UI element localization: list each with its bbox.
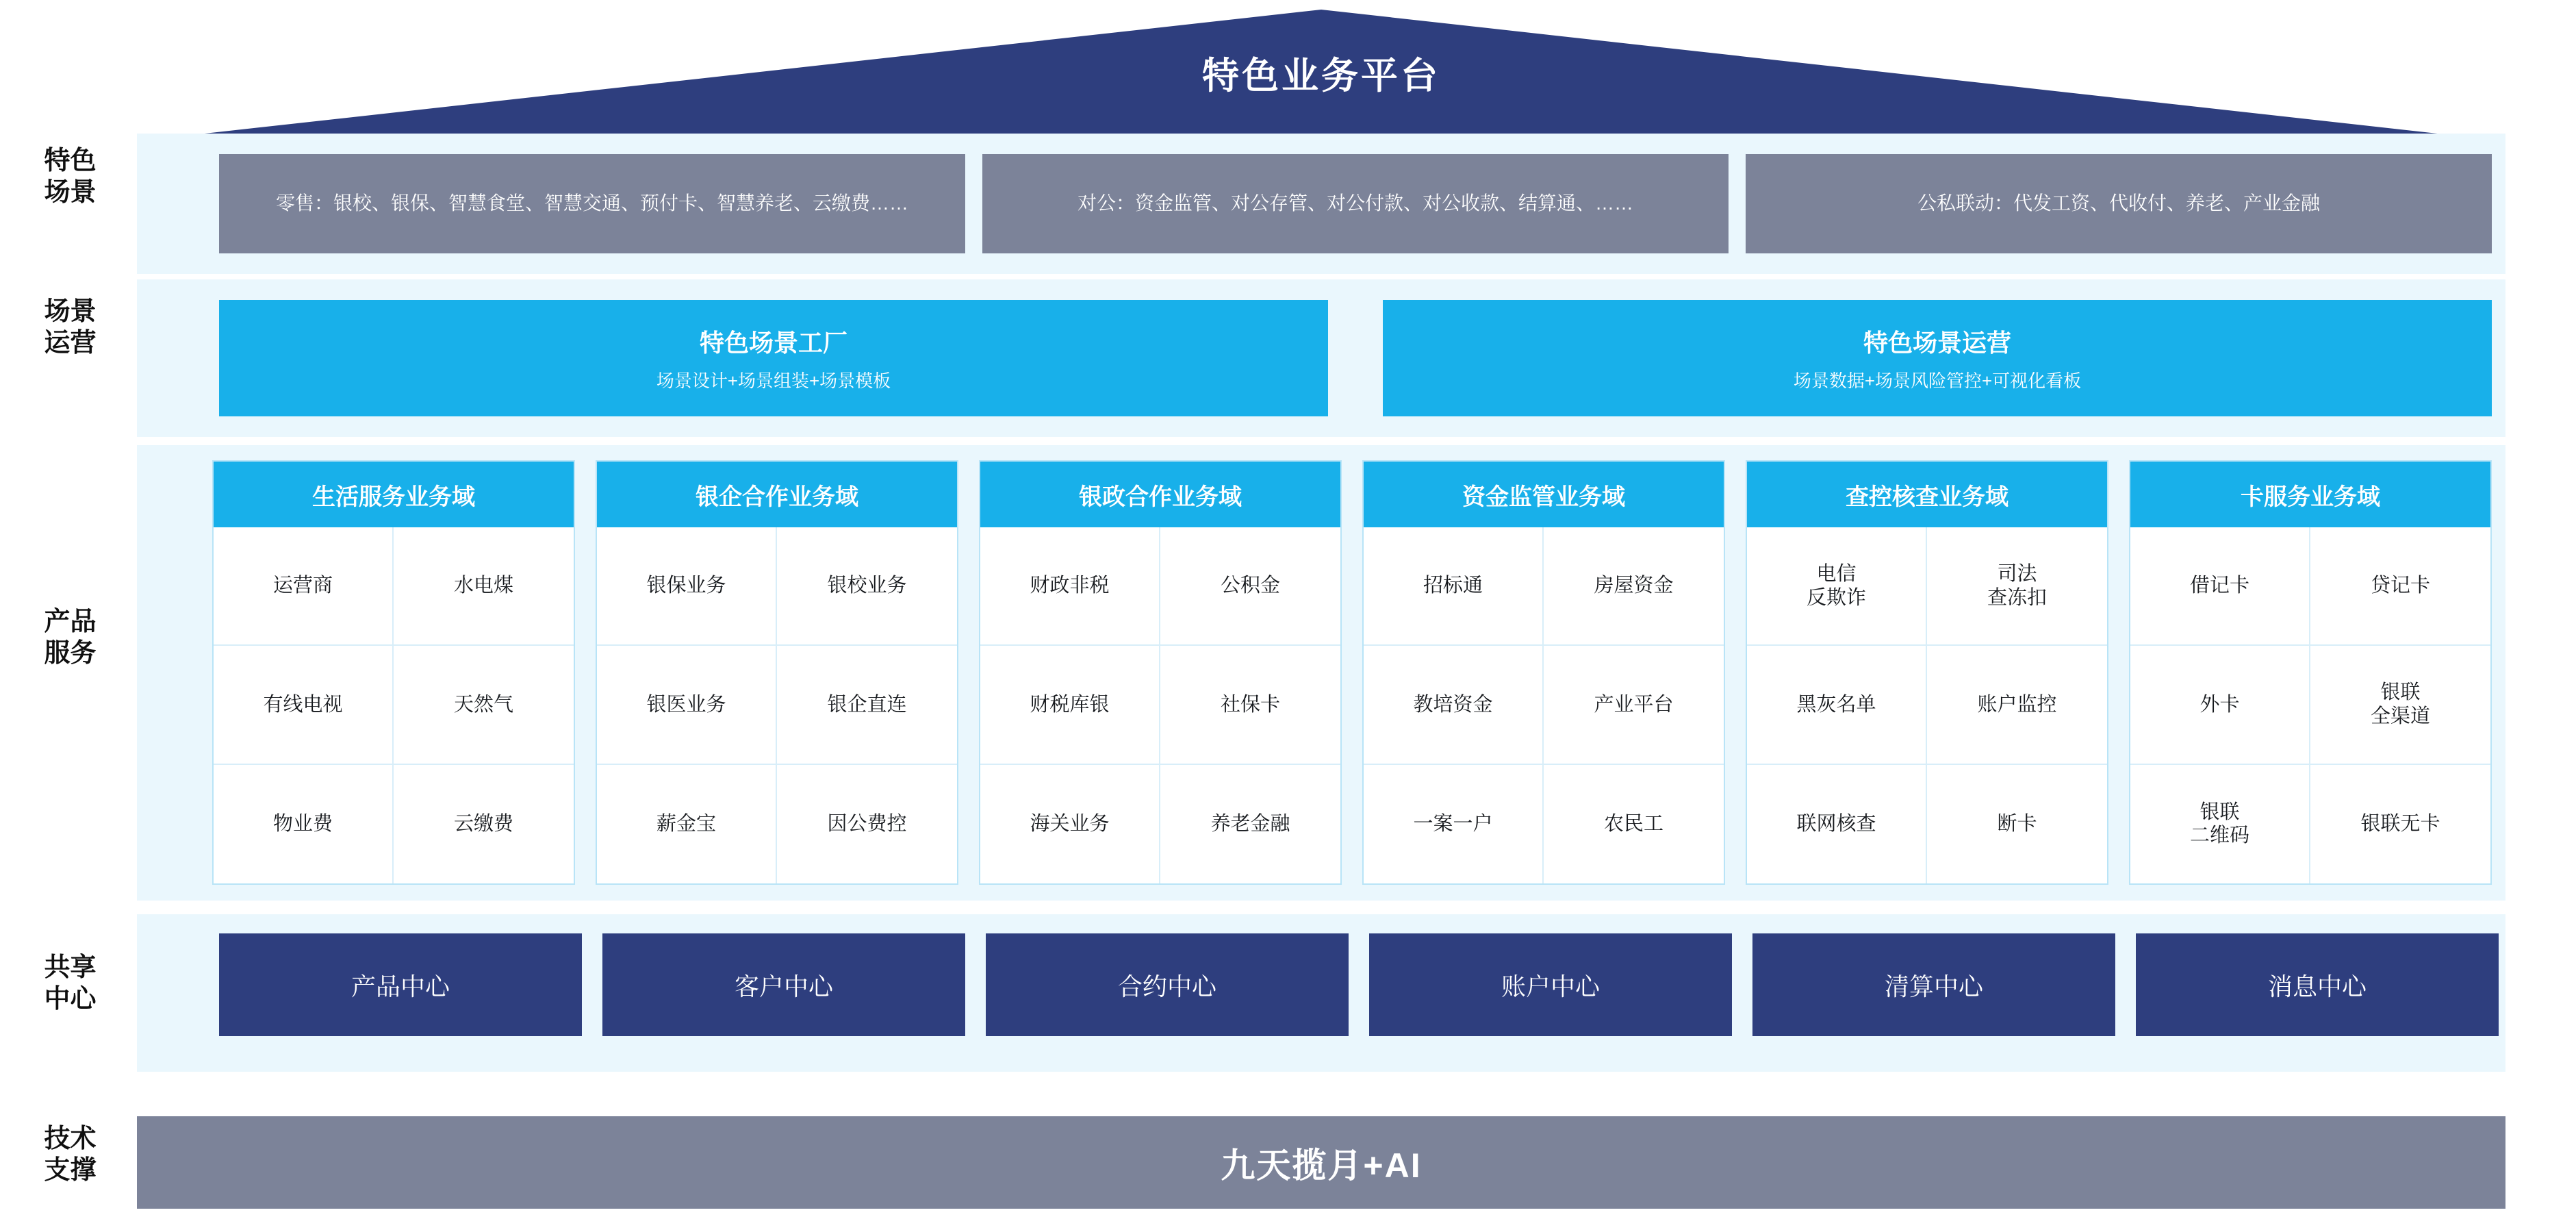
domain-item[interactable]: 海关业务: [980, 765, 1160, 883]
domain-item[interactable]: 联网核查: [1747, 765, 1927, 883]
center-box-contract[interactable]: [986, 933, 1349, 1036]
domain-card-fund-supervision[interactable]: [1362, 460, 1725, 885]
domain-card-bank-enterprise[interactable]: [596, 460, 958, 885]
domain-item[interactable]: 外卡: [2130, 646, 2310, 764]
domain-item[interactable]: 银保业务: [597, 527, 777, 646]
domain-item-grid: [2130, 527, 2490, 883]
domain-item[interactable]: 因公费控: [827, 812, 907, 835]
center-label-customer: 客户中心: [734, 972, 833, 1001]
center-box-product[interactable]: [219, 933, 582, 1036]
domain-item-grid: [597, 527, 957, 883]
domain-item[interactable]: 银医业务: [597, 646, 777, 764]
domain-item[interactable]: 电信 反欺诈: [1747, 527, 1927, 646]
center-box-settlement[interactable]: [1752, 933, 2115, 1036]
domain-item[interactable]: 房屋资金: [1544, 527, 1724, 646]
scene-band: [137, 134, 2505, 274]
domain-item-grid: [1747, 527, 2107, 883]
ops-subtitle-scene-factory: 场景设计+场景组装+场景模板: [656, 370, 891, 391]
ops-subtitle-scene-operation: 场景数据+场景风险管控+可视化看板: [1793, 370, 2082, 391]
domain-title-card-service: 卡服务业务域: [2130, 462, 2490, 527]
domain-item[interactable]: 黑灰名单: [1747, 646, 1927, 764]
domain-item-grid: [1364, 527, 1724, 883]
domain-item[interactable]: 贷记卡: [2310, 527, 2490, 646]
operation-band: [137, 279, 2505, 437]
ops-box-scene-operation[interactable]: [1383, 300, 2492, 416]
domain-item[interactable]: 司法 查冻扣: [1927, 527, 2107, 646]
domain-item[interactable]: 有线电视: [214, 646, 394, 764]
center-label-settlement: 清算中心: [1884, 972, 1983, 1001]
domain-item[interactable]: 银企直连: [777, 646, 957, 764]
domain-item[interactable]: 产业平台: [1544, 646, 1724, 764]
domain-title-fund-supervision: 资金监管业务域: [1364, 462, 1724, 527]
domain-item[interactable]: 薪金宝: [597, 765, 777, 883]
domain-item[interactable]: 社保卡: [1160, 646, 1340, 764]
tech-support-label: 九天揽月+AI: [1221, 1146, 1422, 1185]
scene-label-retail: 零售：银校、银保、智慧食堂、智慧交通、预付卡、智慧养老、云缴费……: [275, 192, 908, 214]
domain-card-life-service[interactable]: [212, 460, 575, 885]
row-label-operation: 场景 运营: [44, 297, 97, 358]
domain-item[interactable]: 借记卡: [2130, 527, 2310, 646]
domain-item[interactable]: 一案一户: [1364, 765, 1544, 883]
ops-title-scene-operation: 特色场景运营: [1863, 329, 2011, 357]
scene-box-corporate[interactable]: [982, 154, 1729, 253]
ops-box-scene-factory[interactable]: [219, 300, 1328, 416]
domain-title-bank-enterprise: 银企合作业务域: [597, 462, 957, 527]
domain-card-card-service[interactable]: [2129, 460, 2492, 885]
domain-card-inspection[interactable]: [1746, 460, 2108, 885]
scene-label-linkage: 公私联动：代发工资、代收付、养老、产业金融: [1917, 192, 2320, 214]
platform-roof: [137, 7, 2505, 144]
domain-title-life-service: 生活服务业务域: [214, 462, 574, 527]
domain-item[interactable]: 账户监控: [1927, 646, 2107, 764]
domain-title-inspection: 查控核查业务域: [1747, 462, 2107, 527]
scene-label-corporate: 对公：资金监管、对公存管、对公付款、对公收款、结算通、……: [1077, 192, 1633, 214]
domain-item[interactable]: 断卡: [1997, 812, 2037, 835]
domain-card-bank-government[interactable]: [979, 460, 1342, 885]
center-box-customer[interactable]: [602, 933, 965, 1036]
center-box-message[interactable]: [2136, 933, 2499, 1036]
scene-box-linkage[interactable]: [1746, 154, 2492, 253]
page-title: 特色业务平台: [1202, 55, 1440, 97]
domain-item-grid: [214, 527, 574, 883]
domain-item[interactable]: 银联无卡: [2360, 812, 2440, 835]
domain-item[interactable]: 财税库银: [980, 646, 1160, 764]
row-label-center: 共享 中心: [44, 953, 97, 1014]
domain-title-bank-government: 银政合作业务域: [980, 462, 1340, 527]
domain-item[interactable]: 养老金融: [1210, 812, 1290, 835]
center-band: [137, 914, 2505, 1072]
ops-title-scene-factory: 特色场景工厂: [699, 329, 847, 357]
center-label-account: 账户中心: [1501, 972, 1600, 1001]
domain-item-grid: [980, 527, 1340, 883]
center-label-contract: 合约中心: [1117, 972, 1216, 1001]
domain-item[interactable]: 天然气: [394, 646, 574, 764]
domain-item[interactable]: 云缴费: [453, 812, 513, 835]
domain-item[interactable]: 银校业务: [777, 527, 957, 646]
domain-item[interactable]: 招标通: [1364, 527, 1544, 646]
center-label-product: 产品中心: [350, 972, 450, 1001]
domain-item[interactable]: 公积金: [1160, 527, 1340, 646]
domain-item[interactable]: 物业费: [214, 765, 394, 883]
center-label-message: 消息中心: [2267, 972, 2367, 1001]
scene-box-retail[interactable]: [219, 154, 965, 253]
row-label-tech: 技术 支撑: [44, 1124, 97, 1185]
domain-item[interactable]: 运营商: [214, 527, 394, 646]
center-box-account[interactable]: [1369, 933, 1732, 1036]
domain-item[interactable]: 教培资金: [1364, 646, 1544, 764]
domain-item[interactable]: 银联 全渠道: [2310, 646, 2490, 764]
row-label-product: 产品 服务: [44, 607, 97, 668]
domain-item[interactable]: 农民工: [1603, 812, 1663, 835]
tech-support-bar[interactable]: [137, 1116, 2505, 1209]
domain-item[interactable]: 银联 二维码: [2130, 765, 2310, 883]
domain-item[interactable]: 水电煤: [394, 527, 574, 646]
row-label-scene: 特色 场景: [44, 147, 97, 208]
domain-item[interactable]: 财政非税: [980, 527, 1160, 646]
